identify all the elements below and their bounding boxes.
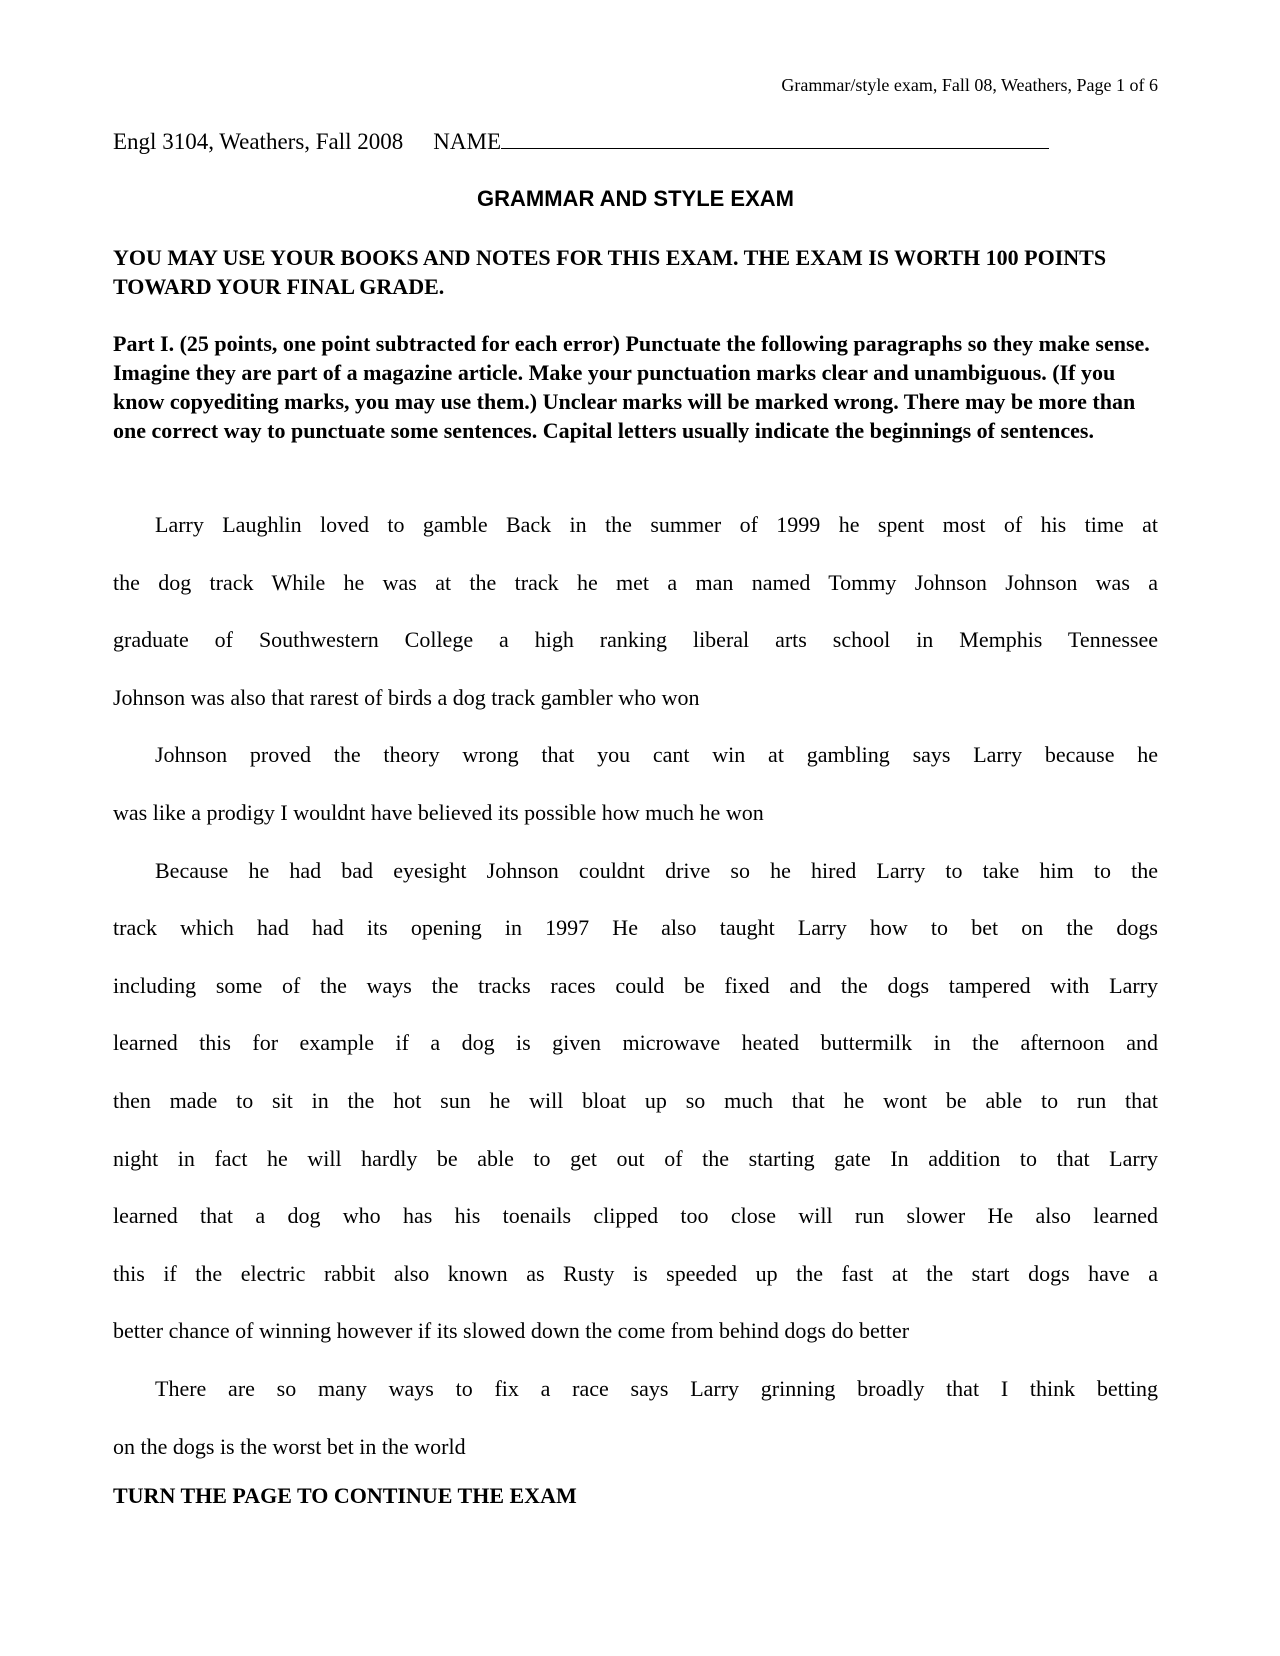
passage-line: including some of the ways the tracks races could be fixed and the dogs tampered with Larry [113, 972, 1158, 998]
passage-line: There are so many ways to fix a race says Larry grinning broadly that I think betting [155, 1375, 1158, 1401]
passage-line: learned that a dog who has his toenails clipped too close will run slower He also learned [113, 1203, 1158, 1229]
passage-line: Johnson proved the theory wrong that you cant win at gambling says Larry because he [155, 742, 1158, 768]
passage-line: Larry Laughlin loved to gamble Back in the summer of 1999 he spent most of his time at [155, 512, 1158, 537]
continue-note: TURN THE PAGE TO CONTINUE THE EXAM [113, 1483, 577, 1508]
part-one-instructions: Part I. (25 points, one point subtracted for each error) Punctuate the following paragraphs so they make sense. Imagine they are part of a magazine article. Make your punctuation marks clear and unambiguous. (If you know copyediting marks, you may use them.) Unclear marks will be marked wrong. There may be more than one correct way to punctuate some sentences. Capital letters usually indicate the beginnings of sentences. [113, 331, 1150, 443]
passage-line: learned this for example if a dog is given microwave heated buttermilk in the afternoon and [113, 1030, 1158, 1056]
course-line [113, 128, 1049, 156]
passage-line: Johnson was also that rarest of birds a dog track gambler who won [113, 684, 700, 710]
passage-line: then made to sit in the hot sun he will bloat up so much that he wont be able to run that [113, 1087, 1158, 1113]
course-info: Engl 3104, Weathers, Fall 2008 [113, 129, 404, 154]
running-header: Grammar/style exam, Fall 08, Weathers, Page 1 of 6 [781, 75, 1158, 95]
passage-line: track which had had its opening in 1997 He also taught Larry how to bet on the dogs [113, 915, 1158, 941]
passage-line: graduate of Southwestern College a high ranking liberal arts school in Memphis Tennessee [113, 627, 1158, 653]
name-blank-line[interactable] [501, 128, 1049, 149]
passage-line: the dog track While he was at the track he met a man named Tommy Johnson Johnson was a [113, 569, 1158, 595]
passage-line: better chance of winning however if its slowed down the come from behind dogs do better [113, 1318, 910, 1344]
passage-line: night in fact he will hardly be able to get out of the starting gate In addition to that Larry [113, 1145, 1158, 1171]
exam-notice: YOU MAY USE YOUR BOOKS AND NOTES FOR THIS EXAM. THE EXAM IS WORTH 100 POINTS TOWARD YOUR FINAL GRADE. [113, 245, 1107, 299]
name-label: NAME [433, 129, 502, 154]
exam-title: GRAMMAR AND STYLE EXAM [477, 186, 794, 211]
passage-line: was like a prodigy I wouldnt have believed its possible how much he won [113, 799, 764, 825]
passage-line: on the dogs is the worst bet in the world [113, 1433, 466, 1459]
passage-line: this if the electric rabbit also known as Rusty is speeded up the fast at the start dogs have a [113, 1260, 1158, 1286]
passage-line: Because he had bad eyesight Johnson couldnt drive so he hired Larry to take him to the [155, 857, 1158, 883]
punctuation-passage [113, 496, 1158, 1475]
